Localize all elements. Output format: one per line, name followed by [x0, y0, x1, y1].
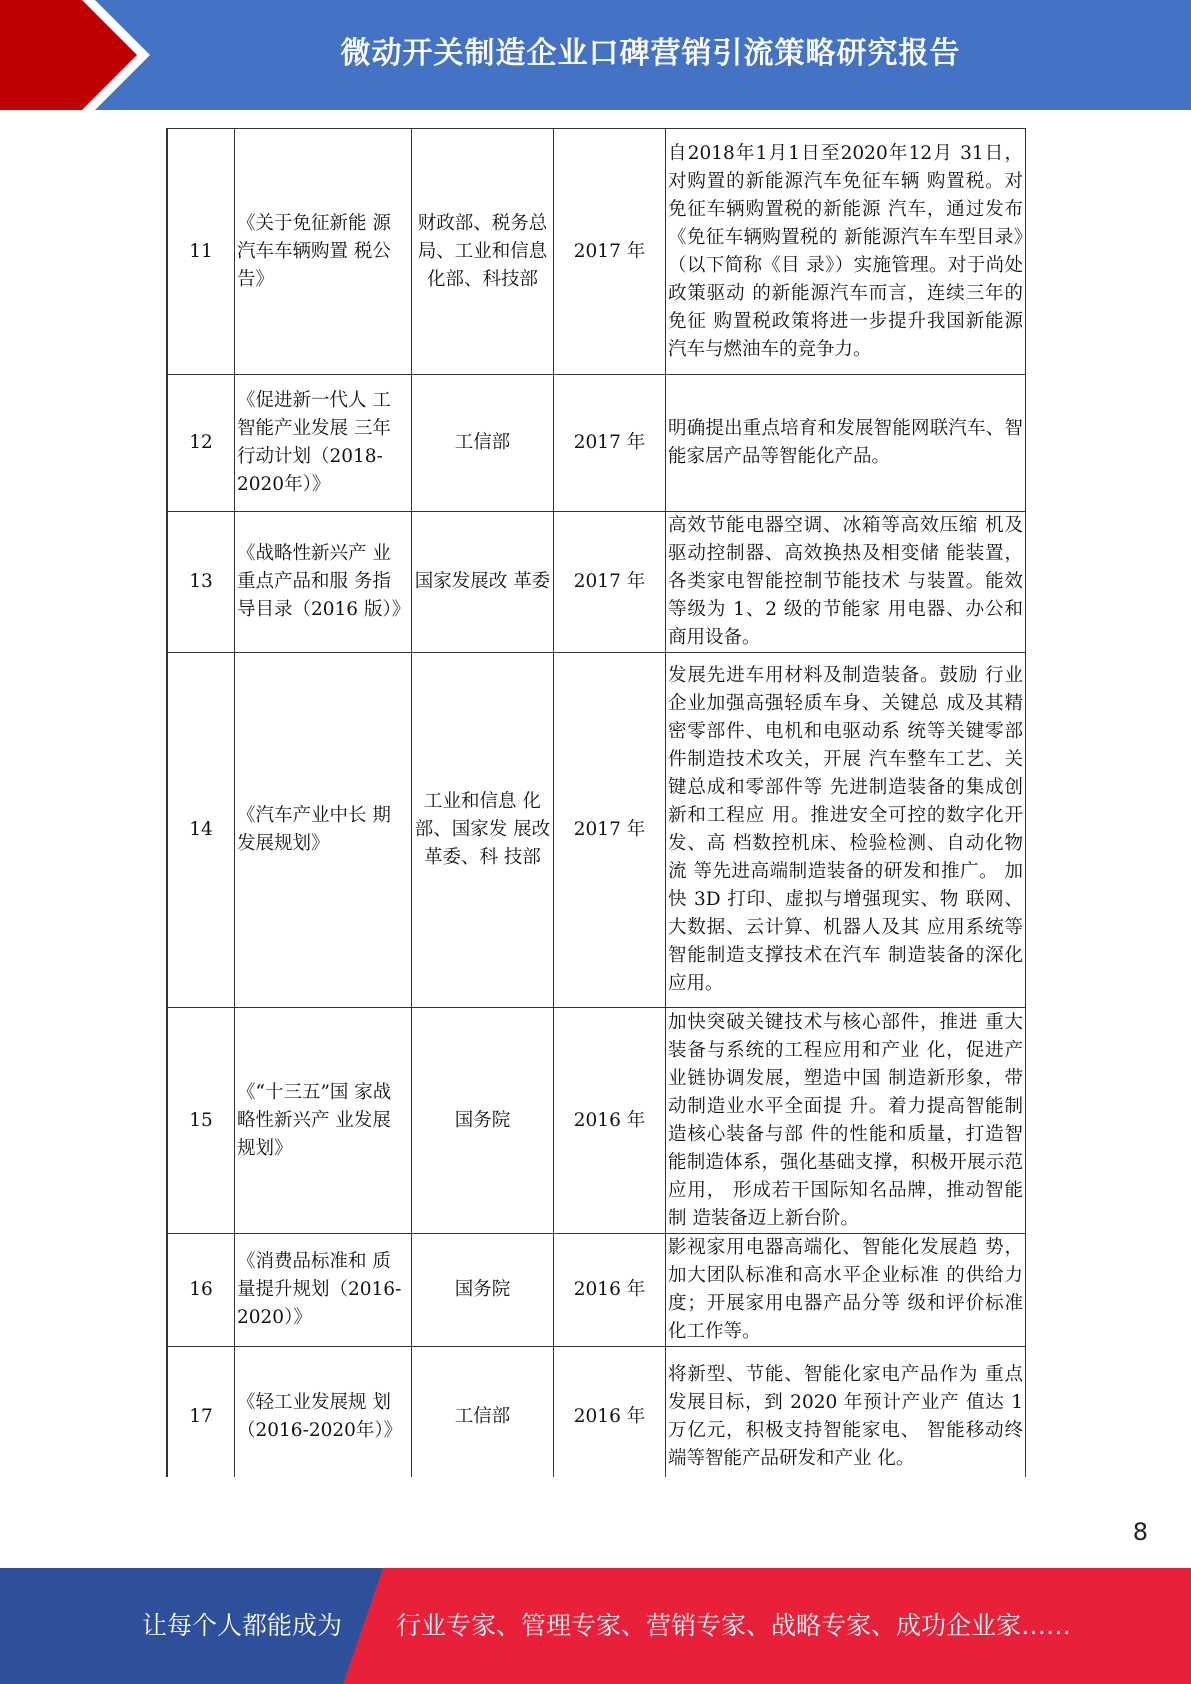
issue-year: 2016 年: [554, 1008, 666, 1234]
issuing-department: 国家发展改 革委: [412, 512, 554, 653]
table-row: [168, 653, 1026, 1008]
row-number: 14: [168, 653, 235, 1008]
report-title: 微动开关制造企业口碑营销引流策略研究报告: [340, 36, 961, 71]
policy-description: 加快突破关键技术与核心部件，推进 重大装备与系统的工程应用和产业 化，促进产业链协调发展，塑造中国 制造新形象，带动制造业水平全面提 升。着力提高智能制造核心装备与部 件的性能和质量，打造智能制造体系，强化基础支撑，积极开展示范应用， 形成若干国际知名品牌，推动智能制 造装备迈上新台阶。: [666, 1008, 1026, 1234]
policy-name: 《消费品标准和 质量提升规划（2016-2020）》: [235, 1234, 412, 1347]
row-number: 13: [168, 512, 235, 653]
issuing-department: 国务院: [412, 1008, 554, 1234]
issue-year: 2017 年: [554, 512, 666, 653]
table-row: [168, 129, 1026, 375]
row-number: 15: [168, 1008, 235, 1234]
policy-description: 发展先进车用材料及制造装备。鼓励 行业企业加强高强轻质车身、关键总 成及其精密零部件、电机和电驱动系 统等关键零部件制造技术攻关，开展 汽车整车工艺、关键总成和零部件等 先进制造装备的集成创新和工程应 用。推进安全可控的数字化开发、高 档数控机床、检验检测、自动化物流 等先进高端制造装备的研发和推广。 加快 3D 打印、虚拟与增强现实、物 联网、大数据、云计算、机器人及其 应用系统等智能制造支撑技术在汽车 制造装备的深化应用。: [666, 653, 1026, 1008]
page-header: [0, 0, 1191, 110]
table-row: [168, 1234, 1026, 1347]
table-row: [168, 512, 1026, 653]
policy-name: 《“十三五”国 家战略性新兴产 业发展规划》: [235, 1008, 412, 1234]
table-row: [168, 1008, 1026, 1234]
issue-year: 2017 年: [554, 129, 666, 375]
policy-description: 高效节能电器空调、冰箱等高效压缩 机及驱动控制器、高效换热及相变储 能装置，各类家电智能控制节能技术 与装置。能效等级为 1、2 级的节能家 用电器、办公和商用设备。: [666, 512, 1026, 653]
footer-slogan-left: 让每个人都能成为: [142, 1611, 343, 1640]
row-number: 11: [168, 129, 235, 375]
issuing-department: 工信部: [412, 375, 554, 512]
row-number: 17: [168, 1347, 235, 1478]
policy-description: 将新型、节能、智能化家电产品作为 重点发展目标，到 2020 年预计产业产 值达 1 万亿元，积极支持智能家电、 智能移动终端等智能产品研发和产业 化。: [666, 1347, 1026, 1478]
issue-year: 2016 年: [554, 1347, 666, 1478]
row-number: 12: [168, 375, 235, 512]
row-number: 16: [168, 1234, 235, 1347]
chevron-arrow-icon: [0, 0, 160, 110]
issuing-department: 工业和信息 化部、国家发 展改革委、科 技部: [412, 653, 554, 1008]
policy-description: 影视家用电器高端化、智能化发展趋 势，加大团队标准和高水平企业标准 的供给力度；开展家用电器产品分等 级和评价标准化工作等。: [666, 1234, 1026, 1347]
policy-name: 《促进新一代人 工智能产业发展 三年行动计划（2018-2020年）》: [235, 375, 412, 512]
issue-year: 2016 年: [554, 1234, 666, 1347]
issuing-department: 工信部: [412, 1347, 554, 1478]
policy-table-container: [166, 128, 1026, 1477]
table-row: [168, 375, 1026, 512]
policy-name: 《汽车产业中长 期发展规划》: [235, 653, 412, 1008]
page-footer: [0, 1568, 1191, 1684]
issuing-department: 国务院: [412, 1234, 554, 1347]
issue-year: 2017 年: [554, 653, 666, 1008]
policy-table: [167, 128, 1026, 1477]
issuing-department: 财政部、税务总局、工业和信息化部、科技部: [412, 129, 554, 375]
policy-description: 自2018年1月1日至2020年12月 31日，对购置的新能源汽车免征车辆 购置税。对免征车辆购置税的新能源 汽车，通过发布《免征车辆购置税的 新能源汽车车型目录》（以下简称《目 录》）实施管理。对于尚处政策驱动 的新能源汽车而言，连续三年的免征 购置税政策将进一步提升我国新能源 汽车与燃油车的竞争力。: [666, 129, 1026, 375]
policy-name: 《战略性新兴产 业重点产品和服 务指导目录（2016 版）》: [235, 512, 412, 653]
issue-year: 2017 年: [554, 375, 666, 512]
page-number: 8: [1132, 1518, 1148, 1546]
policy-name: 《关于免征新能 源汽车车辆购置 税公告》: [235, 129, 412, 375]
policy-name: 《轻工业发展规 划（2016-2020年）》: [235, 1347, 412, 1478]
table-row: [168, 1347, 1026, 1478]
footer-slogan-right: 行业专家、管理专家、营销专家、战略专家、成功企业家……: [396, 1611, 1072, 1640]
policy-description: 明确提出重点培育和发展智能网联汽车、智能家居产品等智能化产品。: [666, 375, 1026, 512]
